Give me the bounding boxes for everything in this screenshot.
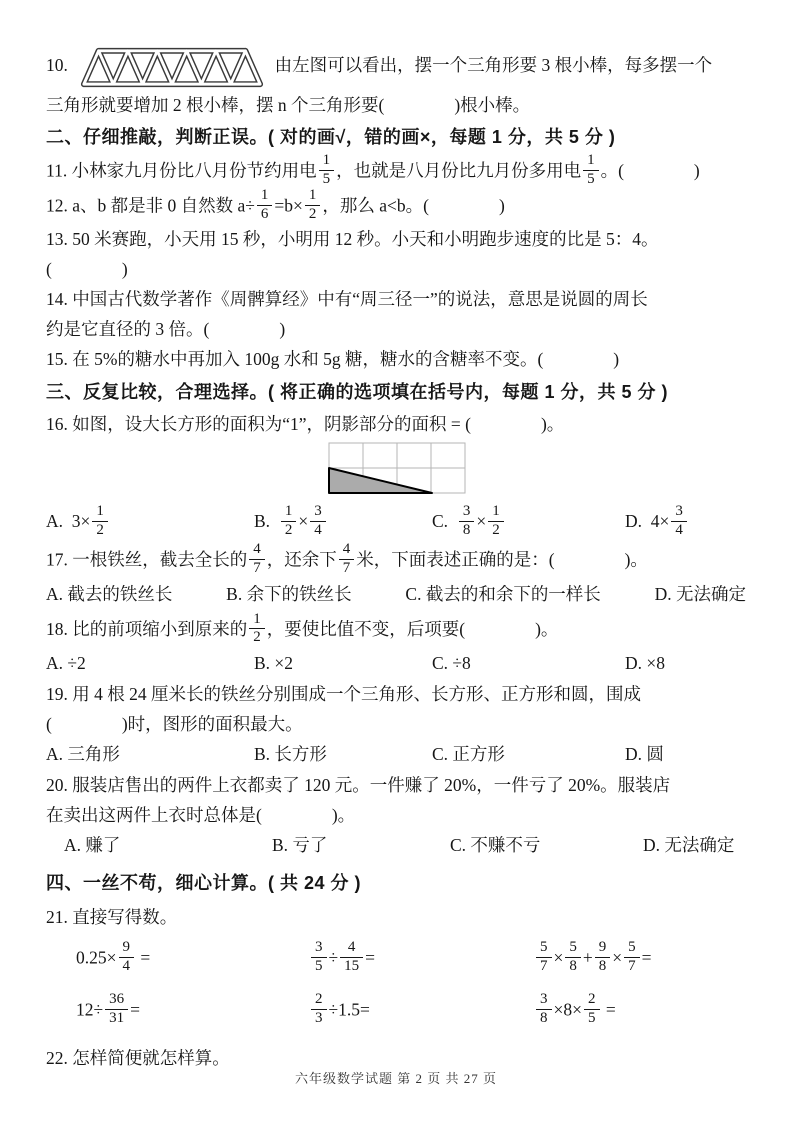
option-b: B. ×2 (254, 653, 294, 674)
option-c: C. 正方形 (432, 744, 505, 765)
fraction: $\frac{3}{4}$ (310, 504, 326, 539)
section-3-heading: 三、反复比较，合理选择。( 将正确的选项填在括号内，每题 1 分，共 5 分 ) (46, 382, 669, 403)
fraction: $\frac{3}{5}$ (311, 940, 327, 975)
page-footer: 六年级数学试题 第 2 页 共 27 页 (294, 1071, 497, 1086)
fraction: $\frac{1}{2}$ (281, 504, 297, 539)
option-a: A. 3× $\frac{1}{2}$ (46, 498, 254, 544)
fraction: $\frac{4}{7}$ (339, 542, 355, 577)
question-20-line1: 20. 服装店售出的两件上衣都卖了 120 元。一件赚了 20%，一件亏了 20%。服装店 (46, 775, 671, 796)
section-2-heading: 二、仔细推敲，判断正误。( 对的画√，错的画×，每题 1 分，共 5 分 ) (46, 127, 616, 148)
question-10-line2: 三角形就要增加 2 根小棒，摆 n 个三角形要( )根小棒。 (46, 95, 531, 116)
question-12-text: =b× (274, 195, 303, 216)
option-d: D. 圆 (625, 744, 664, 765)
fraction: $\frac{4}{15}$ (340, 940, 363, 975)
fraction: $\frac{9}{4}$ (119, 940, 135, 975)
option-b: B. 余下的铁丝长 (226, 583, 352, 604)
question-17-text: 17. 一根铁丝，截去全长的 (46, 549, 248, 570)
option-b: B. 长方形 (254, 744, 327, 765)
expression: 12÷ $\frac{36}{31}$ = (76, 990, 140, 1026)
question-20-options (46, 830, 746, 861)
expression: $\frac{5}{7}$ × $\frac{5}{8}$ + $\frac{9}{8}$ × $\frac{5}{7}$ = (534, 942, 746, 977)
question-17 (46, 541, 746, 579)
option-d: D. 4× $\frac{3}{4}$ (625, 498, 746, 544)
question-18-options (46, 648, 746, 679)
expression: $\frac{3}{8}$ ×8× $\frac{2}{5}$ = (534, 994, 746, 1029)
question-10-text: 由左图可以看出，摆一个三角形要 3 根小棒，每多摆一个 (274, 55, 713, 75)
question-10-number: 10. (46, 55, 68, 75)
question-21: 21. 直接写得数。 (46, 907, 178, 928)
fraction: $\frac{36}{31}$ (105, 992, 128, 1027)
question-17-text: ，还余下 (266, 549, 337, 570)
option-c: C. 截去的和余下的一样长 (405, 583, 601, 604)
question-10-line1 (46, 40, 746, 90)
option-c: C. $\frac{3}{8}$ × $\frac{1}{2}$ (432, 498, 625, 544)
option-d: D. 无法确定 (643, 835, 735, 856)
option-a: A. 赚了 (64, 835, 121, 856)
fraction: $\frac{5}{8}$ (565, 940, 581, 975)
question-22: 22. 怎样简便就怎样算。 (46, 1048, 230, 1069)
question-19-line2: ( )时，图形的面积最大。 (46, 714, 303, 735)
question-20-line2: 在卖出这两件上衣时总体是( )。 (46, 805, 356, 826)
question-11-text: ，也就是八月份比九月份多用电 (336, 160, 582, 181)
fraction: $\frac{9}{8}$ (595, 940, 611, 975)
answer-blank: 米，下面表述正确的是：( )。 (356, 549, 648, 570)
fraction: $\frac{1}{2}$ (92, 504, 108, 539)
option-a: A. ÷2 (46, 653, 86, 674)
answer-blank: 。( ) (600, 160, 700, 181)
fraction: $\frac{1}{2}$ (305, 188, 321, 223)
fraction: $\frac{1}{6}$ (257, 188, 273, 223)
fraction: $\frac{5}{7}$ (536, 940, 552, 975)
option-b: B. 亏了 (272, 835, 328, 856)
fraction: $\frac{3}{8}$ (459, 504, 475, 539)
question-14-line1: 14. 中国古代数学著作《周髀算经》中有“周三径一”的说法，意思是说圆的周长 (46, 289, 648, 310)
option-a: A. 截去的铁丝长 (46, 583, 173, 604)
calc-row-1 (46, 933, 746, 985)
expression: 0.25× $\frac{9}{4}$ = (76, 938, 151, 974)
fraction: $\frac{1}{2}$ (488, 504, 504, 539)
fraction: $\frac{1}{5}$ (319, 153, 335, 188)
question-13-line1: 13. 50 米赛跑，小天用 15 秒，小明用 12 秒。小天和小明跑步速度的比是 5：4。 (46, 229, 659, 250)
question-13-blank: ( ) (46, 259, 128, 280)
fraction: $\frac{3}{4}$ (671, 504, 687, 539)
option-b: B. $\frac{1}{2}$ × $\frac{3}{4}$ (254, 498, 432, 544)
question-15: 15. 在 5%的糖水中再加入 100g 水和 5g 糖，糖水的含糖率不变。( ) (46, 349, 620, 370)
expression: $\frac{3}{5}$ ÷ $\frac{4}{15}$ = (309, 942, 534, 977)
question-12-text: 12. a、b 都是非 0 自然数 a÷ (46, 195, 255, 216)
fraction: $\frac{3}{8}$ (536, 992, 552, 1027)
question-14-line2: 约是它直径的 3 倍。( ) (46, 319, 286, 340)
question-17-options (46, 579, 746, 610)
fraction: $\frac{1}{5}$ (583, 153, 599, 188)
option-c: C. ÷8 (432, 653, 471, 674)
shaded-grid-figure (328, 442, 746, 496)
question-18-text: 18. 比的前项缩小到原来的 (46, 618, 248, 639)
question-19-line1: 19. 用 4 根 24 厘米长的铁丝分别围成一个三角形、长方形、正方形和圆，围成 (46, 684, 641, 705)
option-a: A. 三角形 (46, 744, 120, 765)
question-16: 16. 如图，设大长方形的面积为“1”，阴影部分的面积 = ( )。 (46, 414, 565, 435)
option-d: D. 无法确定 (654, 583, 746, 604)
fraction: $\frac{2}{3}$ (311, 992, 327, 1027)
answer-blank: ，那么 a<b。( ) (322, 195, 505, 216)
option-d: D. ×8 (625, 653, 666, 674)
question-11 (46, 152, 746, 190)
fraction: $\frac{1}{2}$ (249, 612, 265, 647)
fraction: $\frac{4}{7}$ (249, 542, 265, 577)
question-16-options (46, 498, 746, 544)
question-19-options (46, 739, 746, 770)
calc-row-2 (46, 985, 746, 1037)
matchstick-triangle-strip-figure (78, 43, 266, 90)
expression: $\frac{2}{3}$ ÷1.5= (309, 994, 534, 1029)
question-11-text: 11. 小林家九月份比八月份节约用电 (46, 160, 317, 181)
section-4-heading: 四、一丝不苟，细心计算。( 共 24 分 ) (46, 873, 362, 894)
question-12 (46, 186, 746, 225)
fraction: $\frac{5}{7}$ (624, 940, 640, 975)
option-c: C. 不赚不亏 (450, 835, 541, 856)
answer-blank: ，要使比值不变，后项要( )。 (266, 618, 559, 639)
fraction: $\frac{2}{5}$ (584, 992, 600, 1027)
question-18 (46, 610, 746, 648)
